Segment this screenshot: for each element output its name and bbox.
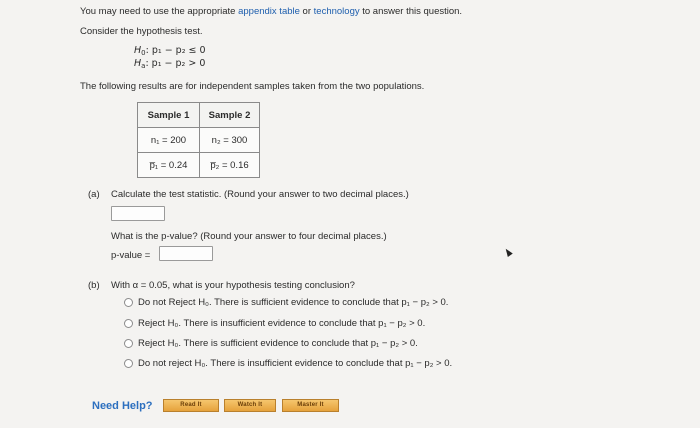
- master-it-button[interactable]: Master It: [282, 399, 339, 412]
- technology-link[interactable]: technology: [313, 6, 360, 17]
- need-help-label: Need Help?: [92, 400, 153, 412]
- part-a-label: (a): [88, 189, 100, 200]
- null-hypothesis: [134, 45, 206, 57]
- n1-cell: n₁ = 200: [138, 128, 200, 153]
- results-text: The following results are for independent samples taken from the two populations.: [80, 81, 425, 92]
- test-statistic-input[interactable]: [111, 206, 165, 221]
- alternative-hypothesis: [134, 58, 205, 70]
- instructions-suffix: to answer this question.: [359, 6, 463, 17]
- table-row: [138, 128, 260, 153]
- ha-subscript: a: [141, 62, 146, 70]
- option-3-radio[interactable]: [124, 339, 133, 348]
- option-2-radio[interactable]: [124, 319, 133, 328]
- h0-symbol: H: [134, 45, 142, 56]
- part-b-label: (b): [88, 280, 100, 291]
- p1-cell: p̅₁ = 0.24: [138, 153, 200, 178]
- ha-expression: : p₁ − p₂ > 0: [145, 58, 206, 69]
- part-b-question: With α = 0.05, what is your hypothesis testing conclusion?: [111, 280, 355, 291]
- option-3-label[interactable]: Reject H₀. There is sufficient evidence to conclude that p₁ − p₂ > 0.: [138, 338, 418, 349]
- read-it-button[interactable]: Read It: [163, 399, 219, 412]
- option-4-radio[interactable]: [124, 359, 133, 368]
- mouse-cursor-icon: [503, 247, 513, 257]
- consider-text: Consider the hypothesis test.: [80, 26, 203, 37]
- instructions-middle: or: [299, 6, 314, 17]
- ha-symbol: H: [134, 58, 142, 69]
- pvalue-label: p-value =: [111, 250, 151, 261]
- n2-cell: n₂ = 300: [200, 128, 260, 153]
- h0-subscript: 0: [141, 49, 146, 57]
- watch-it-button[interactable]: Watch It: [224, 399, 276, 412]
- header-sample-2: Sample 2: [200, 103, 260, 128]
- part-a-question: Calculate the test statistic. (Round your answer to two decimal places.): [111, 189, 409, 200]
- pvalue-question: What is the p-value? (Round your answer to four decimal places.): [111, 231, 387, 242]
- option-1-radio[interactable]: [124, 298, 133, 307]
- table-header-row: [138, 103, 260, 128]
- table-row: [138, 153, 260, 178]
- samples-table: [137, 102, 260, 178]
- option-2-label[interactable]: Reject H₀. There is insufficient evidence to conclude that p₁ − p₂ > 0.: [138, 318, 426, 329]
- instructions-prefix: You may need to use the appropriate: [80, 6, 239, 17]
- p2-cell: p̅₂ = 0.16: [200, 153, 260, 178]
- h0-expression: : p₁ − p₂ ≤ 0: [145, 45, 206, 56]
- option-4-label[interactable]: Do not reject H₀. There is insufficient evidence to conclude that p₁ − p₂ > 0.: [138, 358, 453, 369]
- instructions-text: [80, 6, 462, 17]
- header-sample-1: Sample 1: [138, 103, 200, 128]
- option-1-label[interactable]: Do not Reject H₀. There is sufficient evidence to conclude that p₁ − p₂ > 0.: [138, 297, 449, 308]
- pvalue-input[interactable]: [159, 246, 213, 261]
- appendix-table-link[interactable]: appendix table: [238, 6, 300, 17]
